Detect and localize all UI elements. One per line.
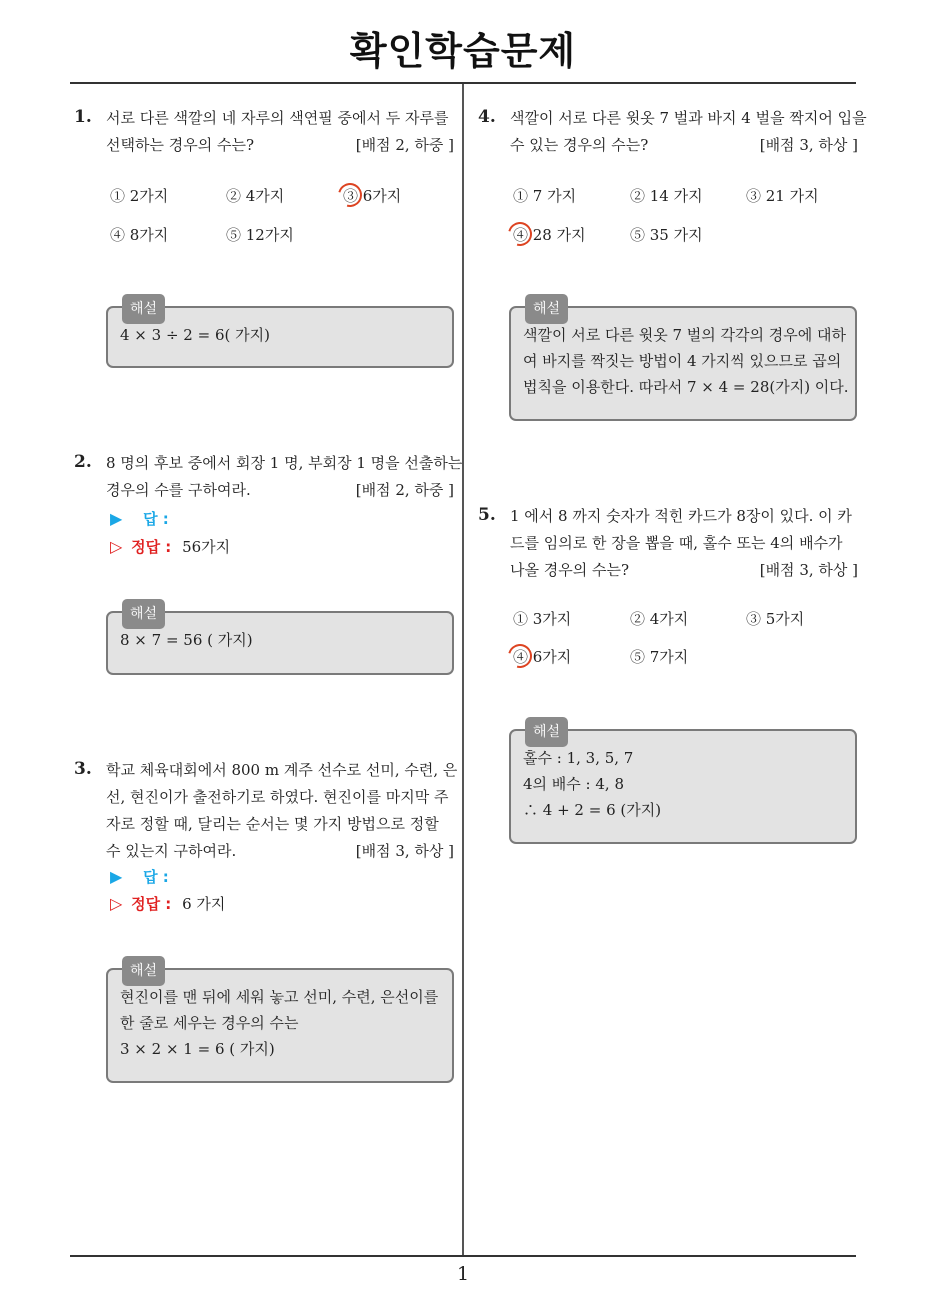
score-meta: [배점 3, 하상 ] (759, 561, 858, 579)
selected-answer-mark (504, 218, 537, 251)
option-1[interactable]: ① 3가지 (513, 610, 572, 628)
column-divider (462, 84, 464, 1255)
solution-box (106, 606, 454, 675)
question-text: 경우의 수를 구하여라. (106, 481, 251, 499)
question-text: 드를 임의로 한 장을 뽑을 때, 홀수 또는 4의 배수가 (510, 534, 843, 552)
score-meta: [배점 3, 하상 ] (759, 136, 858, 154)
solution-line: 홀수 : 1, 3, 5, 7 (523, 749, 634, 767)
option-4[interactable]: ④ 6가지 (513, 648, 572, 666)
question-number: 1. (74, 107, 92, 127)
solution-line: 4의 배수 : 4, 8 (523, 775, 624, 793)
question-text: 자로 정할 때, 달리는 순서는 몇 가지 방법으로 정할 (106, 815, 439, 833)
option-2[interactable]: ② 4가지 (630, 610, 689, 628)
question-text: 색깔이 서로 다른 윗옷 7 벌과 바지 4 벌을 짝지어 입을 (510, 109, 867, 127)
option-3[interactable]: ③ 6가지 (343, 187, 402, 205)
selected-answer-mark (334, 179, 367, 212)
solution-tag: 해설 (122, 599, 165, 629)
solution-box (106, 963, 454, 1083)
option-2[interactable]: ② 14 가지 (630, 187, 703, 205)
question-text: 수 있는지 구하여라. (106, 842, 237, 860)
question-number: 5. (478, 505, 496, 525)
selected-answer-mark (504, 640, 537, 673)
score-meta: [배점 3, 하상 ] (355, 842, 454, 860)
solution-tag: 해설 (122, 294, 165, 324)
solution-line: 여 바지를 짝짓는 방법이 4 가지씩 있으므로 곱의 (523, 352, 842, 370)
option-4[interactable]: ④ 28 가지 (513, 226, 586, 244)
question-number: 4. (478, 107, 496, 127)
page-number: 1 (456, 1263, 470, 1285)
solution-line: 4 × 3 ÷ 2 = 6( 가지) (120, 326, 270, 344)
option-1[interactable]: ① 2가지 (110, 187, 169, 205)
correct-value: 56가지 (182, 538, 231, 556)
play-outline-icon: ▷ (110, 894, 123, 913)
solution-line: ∴ 4 + 2 = 6 (가지) (523, 801, 662, 819)
question-text: 선택하는 경우의 수는? (106, 136, 254, 154)
solution-tag: 해설 (122, 956, 165, 986)
play-icon: ▶ (110, 867, 123, 886)
solution-line: 현진이를 맨 뒤에 세워 놓고 선미, 수련, 은선이를 (120, 988, 439, 1006)
correct-label: 정답 : (131, 895, 172, 913)
option-4[interactable]: ④ 8가지 (110, 226, 169, 244)
question-text: 1 에서 8 까지 숫자가 적힌 카드가 8장이 있다. 이 카 (510, 507, 852, 525)
option-5[interactable]: ⑤ 7가지 (630, 648, 689, 666)
solution-line: 한 줄로 세우는 경우의 수는 (120, 1014, 299, 1032)
question-text: 선, 현진이가 출전하기로 하였다. 현진이를 마지막 주 (106, 788, 449, 806)
play-outline-icon: ▷ (110, 537, 123, 556)
option-3[interactable]: ③ 21 가지 (746, 187, 819, 205)
solution-line: 3 × 2 × 1 = 6 ( 가지) (120, 1040, 275, 1058)
solution-line: 법칙을 이용한다. 따라서 7 × 4 = 28(가지) 이다. (523, 378, 849, 396)
option-5[interactable]: ⑤ 12가지 (226, 226, 294, 244)
solution-box (509, 301, 857, 421)
solution-tag: 해설 (525, 717, 568, 747)
play-icon: ▶ (110, 509, 123, 528)
option-1[interactable]: ① 7 가지 (513, 187, 577, 205)
question-text: 수 있는 경우의 수는? (510, 136, 649, 154)
question-number: 3. (74, 759, 92, 779)
score-meta: [배점 2, 하중 ] (355, 481, 454, 499)
correct-answer-row (110, 536, 230, 557)
answer-label: 답 : (143, 868, 169, 886)
question-text: 8 명의 후보 중에서 회장 1 명, 부회장 1 명을 선출하는 (106, 454, 463, 472)
option-5[interactable]: ⑤ 35 가지 (630, 226, 703, 244)
answer-input-row[interactable] (110, 508, 169, 529)
correct-answer-row (110, 893, 225, 914)
solution-box (106, 301, 454, 368)
bottom-rule (70, 1255, 856, 1257)
correct-label: 정답 : (131, 538, 172, 556)
question-number: 2. (74, 452, 92, 472)
solution-line: 8 × 7 = 56 ( 가지) (120, 631, 253, 649)
solution-tag: 해설 (525, 294, 568, 324)
solution-line: 색깔이 서로 다른 윗옷 7 벌의 각각의 경우에 대하 (523, 326, 846, 344)
question-text: 나올 경우의 수는? (510, 561, 630, 579)
score-meta: [배점 2, 하중 ] (355, 136, 454, 154)
question-text: 학교 체육대회에서 800 m 계주 선수로 선미, 수련, 은 (106, 761, 458, 779)
answer-label: 답 : (143, 510, 169, 528)
option-2[interactable]: ② 4가지 (226, 187, 285, 205)
page-title: 확인학습문제 (349, 29, 577, 73)
correct-value: 6 가지 (182, 895, 226, 913)
answer-input-row[interactable] (110, 866, 169, 887)
solution-box (509, 724, 857, 844)
question-text: 서로 다른 색깔의 네 자루의 색연필 중에서 두 자루를 (106, 109, 449, 127)
option-3[interactable]: ③ 5가지 (746, 610, 805, 628)
